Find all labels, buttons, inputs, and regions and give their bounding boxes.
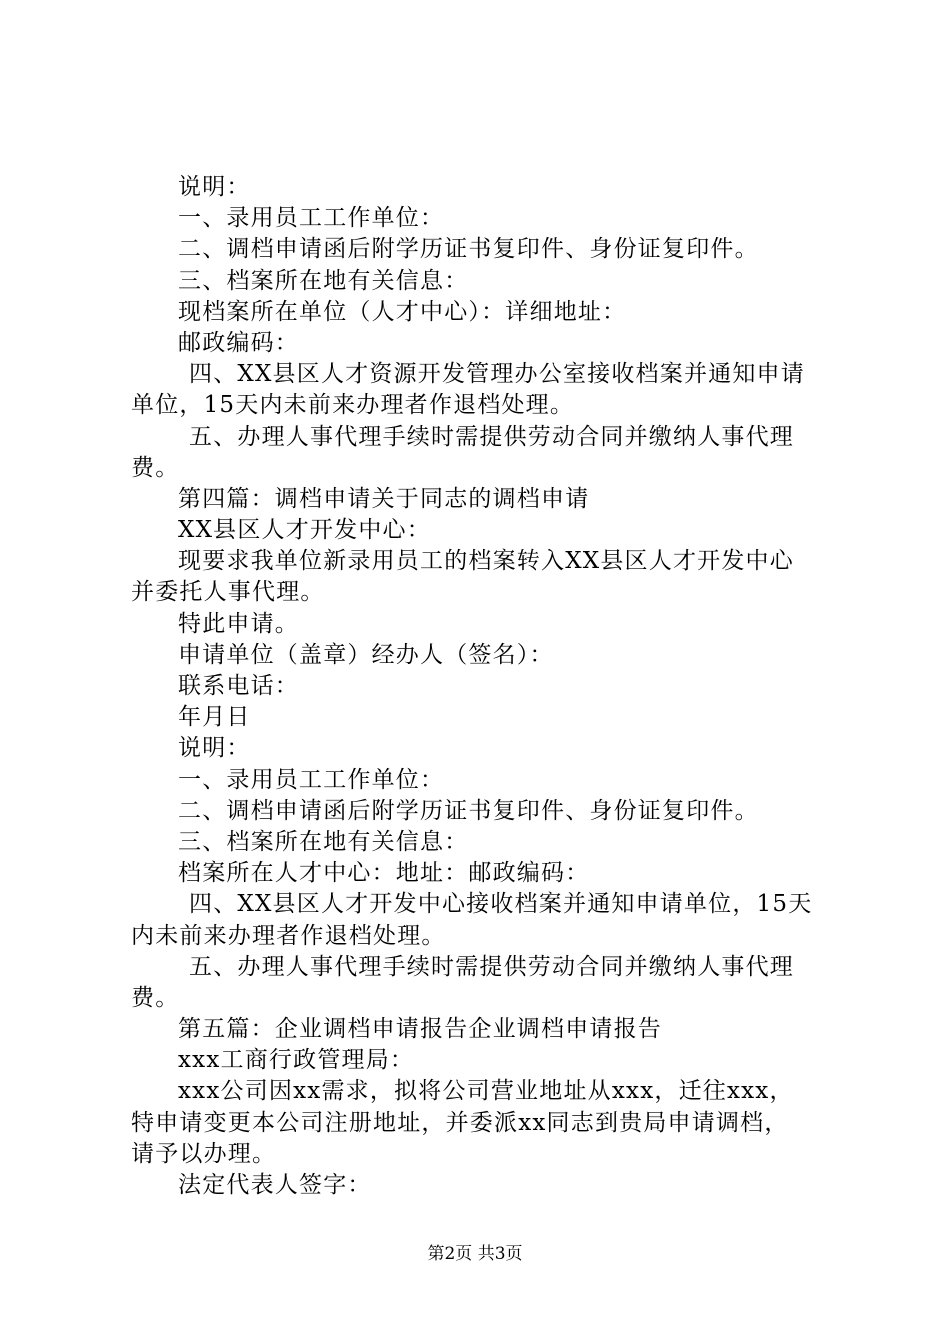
text-line: 申请单位（盖章）经办人（签名）： [178,641,554,668]
text-line: 法定代表人签字： [178,1172,372,1198]
text-line: 说明： [178,735,251,762]
text-line: 二、调档申请函后附学历证书复印件、身份证复印件。 [178,236,759,263]
text-line: 特申请变更本公司注册地址，并委派xx同志到贵局申请调档， [131,1109,789,1136]
text-line: 五、办理人事代理手续时需提供劳动合同并缴纳人事代理 [189,953,794,980]
text-line: 三、档案所在地有关信息： [178,828,469,855]
text-line: 一、录用员工工作单位： [178,766,445,793]
text-line: 四、XX县区人才资源开发管理办公室接收档案并通知申请 [189,361,805,388]
text-line: 一、录用员工工作单位： [178,205,445,232]
text-line: xxx公司因xx需求，拟将公司营业地址从xxx，迁往xxx， [178,1078,794,1105]
text-line: 邮政编码： [178,329,299,356]
text-line: 二、调档申请函后附学历证书复印件、身份证复印件。 [178,797,759,824]
text-line: 档案所在人才中心：地址：邮政编码： [178,860,590,887]
section-heading: 第四篇：调档申请关于同志的调档申请 [178,485,590,512]
section-heading: 第五篇：企业调档申请报告企业调档申请报告 [178,1016,662,1043]
page-footer: 第2页 共3页 [427,1244,523,1264]
text-line: 费。 [131,454,180,481]
text-line: 现档案所在单位（人才中心）：详细地址： [178,298,627,325]
text-line: XX县区人才开发中心： [178,517,431,544]
text-line: 内未前来办理者作退档处理。 [131,922,446,949]
text-line: 单位，15天内未前来办理者作退档处理。 [131,392,575,419]
text-line: 五、办理人事代理手续时需提供劳动合同并缴纳人事代理 [189,423,794,450]
text-line: 费。 [131,984,180,1011]
text-line: 三、档案所在地有关信息： [178,267,469,294]
text-line: 请予以办理。 [131,1140,277,1167]
text-line: 联系电话： [178,673,299,699]
document-body [131,172,836,1201]
text-line: 四、XX县区人才开发中心接收档案并通知申请单位，15天 [189,891,813,918]
text-line: 特此申请。 [178,610,299,637]
text-line: 说明： [178,174,251,200]
text-line: xxx工商行政管理局： [178,1047,415,1074]
text-line: 年月日 [178,704,251,731]
text-line: 并委托人事代理。 [131,579,325,606]
text-line: 现要求我单位新录用员工的档案转入XX县区人才开发中心 [178,548,794,575]
